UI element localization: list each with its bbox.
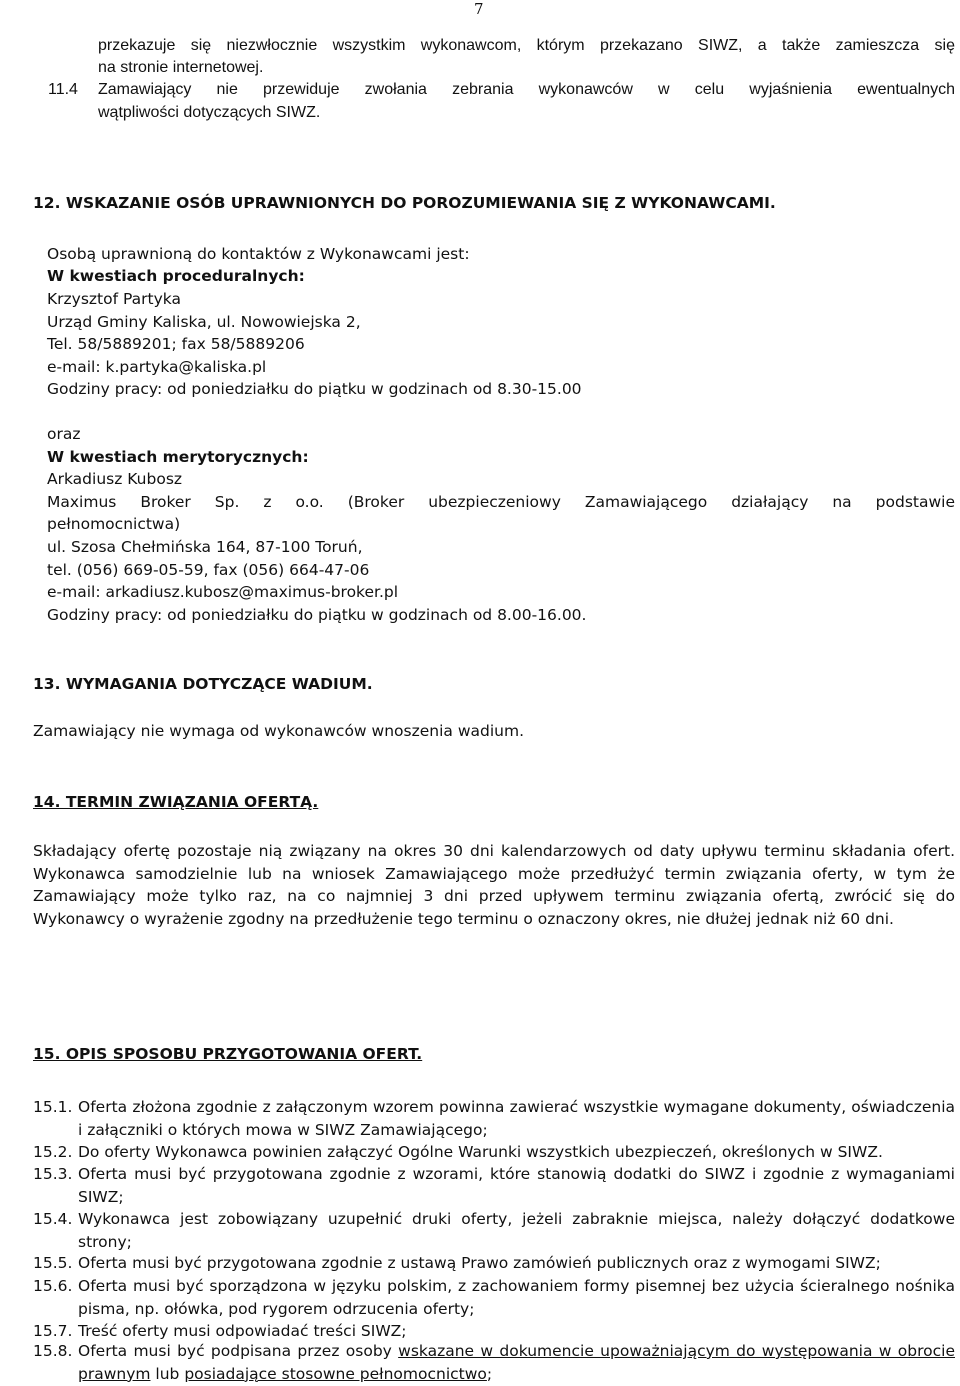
merit-hours: Godziny pracy: od poniedziałku do piątku w godzinach od 8.00-16.00. [47,606,587,624]
list-item-15-8 [33,1340,955,1385]
merit-phone: tel. (056) 669-05-59, fax (056) 664-47-06 [47,561,370,579]
section-12-heading: 12. WSKAZANIE OSÓB UPRAWNIONYCH DO POROZUMIEWANIA SIĘ Z WYKONAWCAMI. [33,194,776,212]
section-14-text: Składający ofertę pozostaje nią związany na okres 30 dni kalendarzowych od daty upływu terminu składania ofert. Wykonawca samodzielnie lub na wniosek Zamawiającego może przedłużyć termin związania oferty, w tym że Zamawiający może tylko raz, na co najmniej 3 dni przed upływem terminu związania ofertą, zwrócić się do Wykonawcy o wyrażenie zgodny na przedłużenie tego terminu o oznaczony okres, nie dłużej jednak niż 60 dni. [33,842,955,928]
section-14-heading: 14. TERMIN ZWIĄZANIA OFERTĄ. [33,793,319,811]
item-8-underlined-2: posiadające stosowne pełnomocnictwo [184,1364,487,1383]
list-item-15-2 [33,1141,955,1164]
section-13-text: Zamawiający nie wymaga od wykonawców wnoszenia wadium. [33,722,524,740]
list-item-number: 15.1. [33,1098,73,1116]
section-13-heading: 13. WYMAGANIA DOTYCZĄCE WADIUM. [33,675,373,693]
list-item-number: 15.4. [33,1210,73,1228]
procedural-phone: Tel. 58/5889201; fax 58/5889206 [47,335,305,353]
list-item-text: Oferta musi być przygotowana zgodnie z wzorami, które stanowią dodatki do SIWZ i zgodnie z wymaganiami SIWZ; [78,1165,955,1206]
list-item-15-4 [33,1208,955,1253]
merit-company-line-1: Maximus Broker Sp. z o.o. (Broker ubezpieczeniowy Zamawiającego działający na podstawie [47,493,955,511]
item-11-line-2: wątpliwości dotyczących SIWZ. [98,104,321,121]
merit-address: ul. Szosa Chełmińska 164, 87-100 Toruń, [47,538,363,556]
merit-heading: W kwestiach merytorycznych: [47,448,309,466]
list-item-15-3 [33,1163,955,1208]
list-item-number: 15.2. [33,1143,73,1161]
procedural-address: Urząd Gminy Kaliska, ul. Nowowiejska 2, [47,313,361,331]
list-item-text: Oferta złożona zgodnie z załączonym wzorem powinna zawierać wszystkie wymagane dokumenty, oświadczenia i załączniki o których mowa w SIWZ Zamawiającego; [78,1098,955,1139]
contact-lead: Osobą uprawnioną do kontaktów z Wykonawcami jest: [47,245,470,263]
list-item-15-6 [33,1275,955,1320]
and-word: oraz [47,425,81,443]
list-item-number: 15.6. [33,1277,73,1295]
list-item-number: 15.5. [33,1254,73,1272]
intro-line-1: przekazuje się niezwłocznie wszystkim wykonawcom, którym przekazano SIWZ, a także zamieszcza się [98,37,955,54]
item-8-post: ; [486,1364,493,1383]
procedural-heading: W kwestiach proceduralnych: [47,267,305,285]
merit-company-line-2: pełnomocnictwa) [47,515,181,533]
item-11-line-1: Zamawiający nie przewiduje zwołania zebrania wykonawców w celu wyjaśnienia ewentualnych [98,81,955,98]
procedural-email: e-mail: k.partyka@kaliska.pl [47,358,267,376]
list-item-text: Do oferty Wykonawca powinien załączyć Ogólne Warunki wszystkich ubezpieczeń, określonych w SIWZ. [78,1143,883,1161]
list-item-text: Wykonawca jest zobowiązany uzupełnić druki oferty, jeżeli zabraknie miejsca, należy dołączyć dodatkowe strony; [78,1210,955,1251]
list-item-15-5 [33,1252,955,1275]
item-8-pre: Oferta musi być podpisana przez osoby [78,1342,399,1360]
list-item-text: Treść oferty musi odpowiadać treści SIWZ; [78,1322,407,1340]
procedural-hours: Godziny pracy: od poniedziałku do piątku w godzinach od 8.30-15.00 [47,380,582,398]
procedural-name: Krzysztof Partyka [47,290,181,308]
list-item-text: Oferta musi być sporządzona w języku polskim, z zachowaniem formy pisemnej bez użycia ścieralnego nośnika pisma, np. ołówka, pod rygorem odrzucenia oferty; [78,1277,955,1318]
merit-email: e-mail: arkadiusz.kubosz@maximus-broker.pl [47,583,399,601]
page-number: 7 [474,0,484,18]
item-8-underlined-1: wskazane w dokumencie upoważniającym do występowania w obrocie prawnym [78,1342,955,1383]
item-8-mid: lub [150,1364,185,1383]
merit-name: Arkadiusz Kubosz [47,470,183,488]
item-11-number: 11.4 [48,81,78,98]
list-item-text: Oferta musi być przygotowana zgodnie z ustawą Prawo zamówień publicznych oraz z wymogami SIWZ; [78,1254,881,1272]
intro-line-2: na stronie internetowej. [98,59,264,76]
list-item-number: 15.7. [33,1322,73,1340]
list-item-number: 15.8. [33,1342,73,1360]
section-15-heading: 15. OPIS SPOSOBU PRZYGOTOWANIA OFERT. [33,1045,423,1063]
list-item-number: 15.3. [33,1165,73,1183]
list-item-15-1 [33,1096,955,1141]
